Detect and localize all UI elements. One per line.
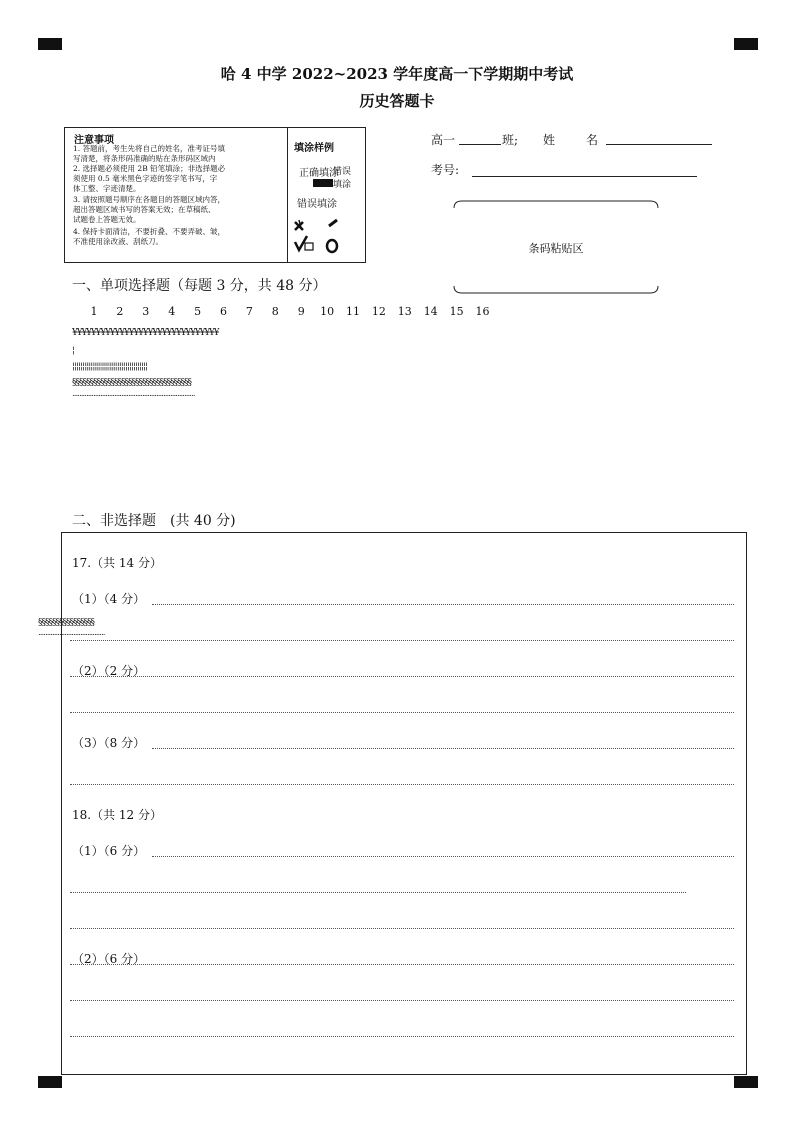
- answer-line[interactable]: [152, 856, 734, 857]
- question-17-header: 17.（共 14 分）: [72, 556, 162, 570]
- answer-line[interactable]: [152, 604, 734, 605]
- question-number: 7: [245, 305, 253, 318]
- answer-line[interactable]: [70, 1036, 734, 1037]
- answer-line[interactable]: [70, 928, 734, 929]
- exam-number-label: 考号:: [431, 163, 460, 177]
- note-line: 1. 答题前，考生先将自己的姓名，准考证号填: [73, 144, 226, 153]
- corner-marker-bottom-right: [734, 1076, 758, 1088]
- question-number: 10: [320, 305, 335, 318]
- question-number: 5: [194, 305, 202, 318]
- barcode-label: 条码粘贴区: [528, 242, 584, 255]
- question-number: 3: [142, 305, 150, 318]
- question-number: 11: [346, 305, 360, 318]
- question-number: 16: [475, 305, 490, 318]
- wrong-sample-label-2: 错误填涂: [297, 199, 337, 210]
- question-number: 13: [397, 305, 412, 318]
- note-line: 写清楚，将条形码准确的贴在条形码区域内: [73, 154, 216, 163]
- note-line: 须使用 0.5 毫米黑色字迹的签字笔书写，字: [73, 174, 218, 183]
- question-number: 15: [449, 305, 464, 318]
- note-line: 不准使用涂改液、刮纸刀。: [73, 237, 163, 246]
- wrong-mark-samples-icon: [291, 216, 351, 256]
- answer-area-box: [61, 532, 747, 1075]
- class-label: 班;: [502, 133, 519, 147]
- name-label-1: 姓: [543, 133, 556, 147]
- bubble-row-a[interactable]: ¥¥¥¥¥¥¥¥¥¥¥¥¥¥¥¥¥¥¥¥¥¥¥¥¥¥¥¥¥¥¥: [72, 328, 219, 338]
- section-2-title: 二、非选择题 (共 40 分): [72, 513, 236, 529]
- question-18-part-1-label: （1）（6 分）: [72, 844, 146, 858]
- wrong-sample-label: 错误填涂: [333, 167, 352, 190]
- answer-line[interactable]: [70, 676, 734, 677]
- question-number: 9: [297, 305, 305, 318]
- question-number: 14: [423, 305, 438, 318]
- question-number: 6: [220, 305, 227, 318]
- note-line: 4. 保持卡面清洁，不要折叠、不要弄破、皱，: [73, 227, 226, 236]
- corner-marker-top-right: [734, 38, 758, 50]
- question-17-part-1-label: （1）（4 分）: [72, 592, 146, 606]
- sample-title: 填涂样例: [294, 143, 334, 154]
- answer-line[interactable]: [70, 964, 734, 965]
- notes-box: [64, 127, 366, 263]
- note-line: 2. 选择题必须使用 2B 铅笔填涂；非选择题必: [73, 164, 226, 173]
- stray-bubble-row-1: §§§§§§§§§§§§§§§§: [38, 618, 94, 628]
- bubble-row-b[interactable]: ¦¦¦¦¦¦¦¦¦¦¦¦¦¦¦¦¦¦¦¦¦¦¦¦¦¦¦¦¦¦¦¦¦¦¦¦¦: [72, 362, 148, 372]
- notes-divider: [287, 128, 288, 262]
- answer-line[interactable]: [70, 640, 734, 641]
- answer-line[interactable]: [70, 1000, 734, 1001]
- corner-marker-bottom-left: [38, 1076, 62, 1088]
- note-line: 体工整、字迹清楚。: [73, 184, 141, 193]
- answer-line[interactable]: [70, 712, 734, 713]
- answer-line[interactable]: [152, 748, 734, 749]
- corner-marker-top-left: [38, 38, 62, 50]
- answer-line[interactable]: [70, 892, 686, 893]
- question-number: 8: [271, 305, 279, 318]
- answer-line[interactable]: [70, 784, 734, 785]
- note-line: 试题卷上答题无效。: [73, 215, 141, 224]
- question-number: 2: [116, 305, 124, 318]
- bubble-row-c[interactable]: §§§§§§§§§§§§§§§§§§§§§§§§§§§§§§§§§§: [72, 378, 191, 388]
- question-number: 1: [90, 305, 98, 318]
- question-number: 12: [371, 305, 386, 318]
- question-17-part-2-label: （2）（2 分）: [72, 664, 146, 678]
- question-17-part-3-label: （3）（8 分）: [72, 736, 146, 750]
- notes-title: 注意事项: [74, 135, 114, 146]
- class-input-line[interactable]: [459, 131, 501, 145]
- question-18-header: 18.（共 12 分）: [72, 808, 162, 822]
- note-line: 3. 请按照题号顺序在各题目的答题区域内答，: [73, 195, 226, 204]
- correct-sample-label: 正确填涂: [299, 168, 339, 179]
- exam-title: 哈 4 中学 2022~2023 学年度高一下学期期中考试: [220, 65, 574, 83]
- name-label-2: 名: [586, 133, 599, 147]
- note-line: 超出答题区域书写的答案无效；在草稿纸、: [73, 205, 216, 214]
- bubble-row-b-start[interactable]: ¦: [72, 346, 75, 356]
- grade-label: 高一: [431, 133, 456, 147]
- bubble-row-d[interactable]: ¨¨¨¨¨¨¨¨¨¨¨¨¨¨¨¨¨¨¨¨¨¨¨¨¨¨¨¨¨¨¨¨¨¨¨: [72, 395, 195, 405]
- answer-card-title: 历史答题卡: [359, 92, 435, 110]
- stray-bubble-row-2: ¨¨¨¨¨¨¨¨¨¨¨¨¨¨¨¨¨¨¨: [38, 634, 105, 644]
- question-number: 4: [168, 305, 176, 318]
- name-input-line[interactable]: [606, 131, 712, 145]
- question-18-part-2-label: （2）（6 分）: [72, 952, 146, 966]
- exam-number-input-line[interactable]: [472, 163, 697, 177]
- correct-fill-mark: [313, 179, 333, 187]
- section-1-title: 一、单项选择题（每题 3 分，共 48 分）: [72, 278, 327, 294]
